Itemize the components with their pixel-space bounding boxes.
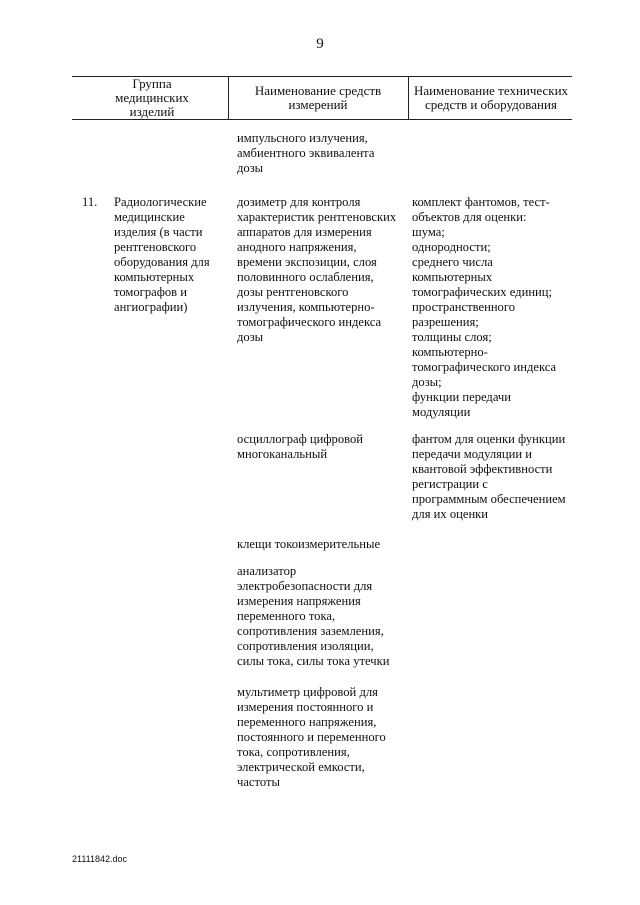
- header-instruments-label: Наименование средств измерений: [254, 83, 382, 112]
- instrument-clamp-meter: клещи токоизмерительные: [237, 537, 381, 551]
- instrument-dosimeter: дозиметр для контроля характеристик рентгеновских аппаратов для измерения анодного напряжения, времени экспозиции, слоя половинного ослабления, дозы рентгеновского излучения, компьютерно- томографического индекса дозы: [237, 195, 397, 344]
- item-number: 11.: [82, 195, 98, 209]
- header-divider-1: [228, 76, 229, 120]
- instrument-oscilloscope: осциллограф цифровой многоканальный: [237, 432, 364, 461]
- header-group-label: Группа медицинских изделий: [115, 76, 189, 119]
- device-group: Радиологические медицинские изделия (в части рентгеновского оборудования для компьютерных томографов и ангиографии): [114, 195, 210, 314]
- header-equipment-label: Наименование технических средств и оборудования: [413, 83, 569, 112]
- header-equipment: [412, 77, 570, 119]
- continued-instrument-text: импульсного излучения, амбиентного эквивалента дозы: [237, 131, 375, 175]
- header-divider-2: [408, 76, 409, 120]
- instrument-safety-analyzer: анализатор электробезопасности для измерения напряжения переменного тока, сопротивления заземления, сопротивления изоляции, силы тока, силы тока утечки: [237, 564, 390, 668]
- equipment-phantom-kit: комплект фантомов, тест- объектов для оценки: шума; однородности; среднего числа компьютерных томографических единиц; пространственного разрешения; толщины слоя; компьютерно- томографического индекса дозы; функции передачи модуляции: [412, 195, 557, 419]
- header-instruments: [232, 77, 404, 119]
- instrument-multimeter: мультиметр цифровой для измерения постоянного и переменного напряжения, постоянного и переменного тока, сопротивления, электрической емкости, частоты: [237, 685, 386, 789]
- equipment-mtf-phantom: фантом для оценки функции передачи модуляции и квантовой эффективности регистрации с программным обеспечением для их оценки: [412, 432, 566, 521]
- header-group: [80, 77, 224, 119]
- page-number: 9: [316, 36, 324, 52]
- document-filename: 21111842.doc: [72, 854, 128, 864]
- table-header-bottom-rule: [72, 119, 572, 120]
